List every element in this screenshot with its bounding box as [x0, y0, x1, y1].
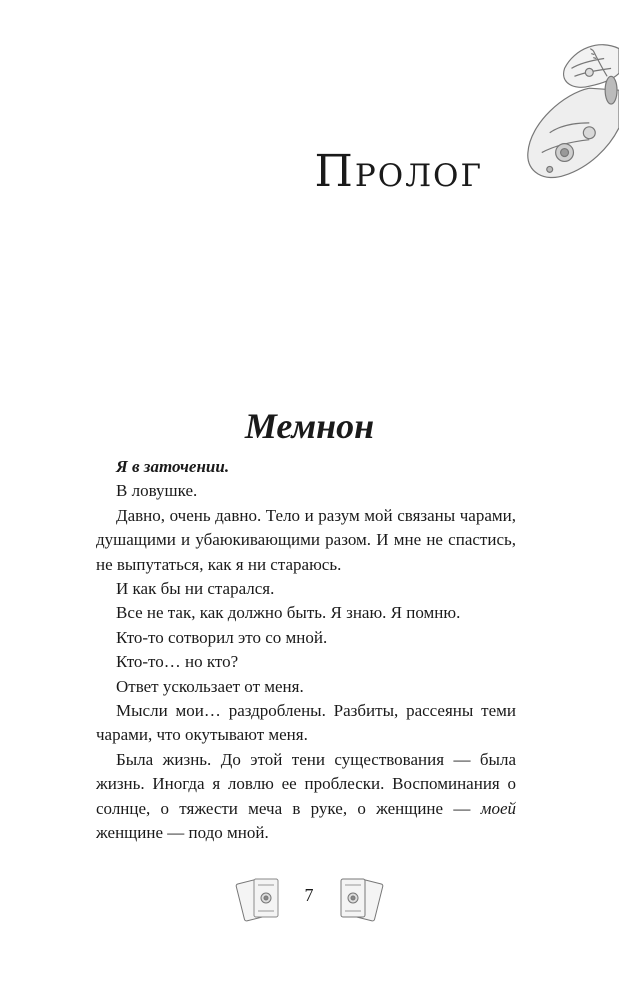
tarot-cards-icon [325, 873, 385, 925]
paragraph: Кто-то… но кто? [116, 652, 239, 672]
tarot-cards-icon [234, 873, 294, 925]
paragraph: Ответ ускользает от меня. [116, 676, 304, 696]
paragraph-text: женщине — подо мной. [96, 823, 269, 843]
section-heading: Мемнон [244, 406, 375, 446]
emphasis-text: моей [480, 798, 516, 818]
paragraph-text: Была жизнь. До этой тени существования — была жизнь. Иногда я ловлю ее проблески. Воспоминания о солнце, о тяжести меча в руке, о женщине — [96, 749, 516, 818]
paragraph: Я в заточении. [116, 457, 230, 476]
paragraph: И как бы ни старался. [116, 579, 275, 599]
chapter-title: Пролог [314, 146, 483, 197]
page-number: 7 [304, 885, 314, 905]
paragraph: Мысли мои… раздроблены. Разбиты, рассеяны теми чарами, что окутывают меня. [96, 701, 516, 745]
paragraph: В ловушке. [116, 481, 198, 501]
paragraph: Кто-то сотворил это со мной. [116, 627, 328, 647]
paragraph: Все не так, как должно быть. Я знаю. Я помню. [116, 603, 461, 623]
body-text [96, 455, 516, 846]
paragraph: Давно, очень давно. Тело и разум мой связаны чарами, душащими и убаюкивающими разом. И мне не спастись, не выпутаться, как я ни стараюсь. [96, 505, 516, 574]
page-footer [0, 873, 619, 929]
moth-icon [520, 28, 619, 188]
paragraph [96, 748, 516, 846]
